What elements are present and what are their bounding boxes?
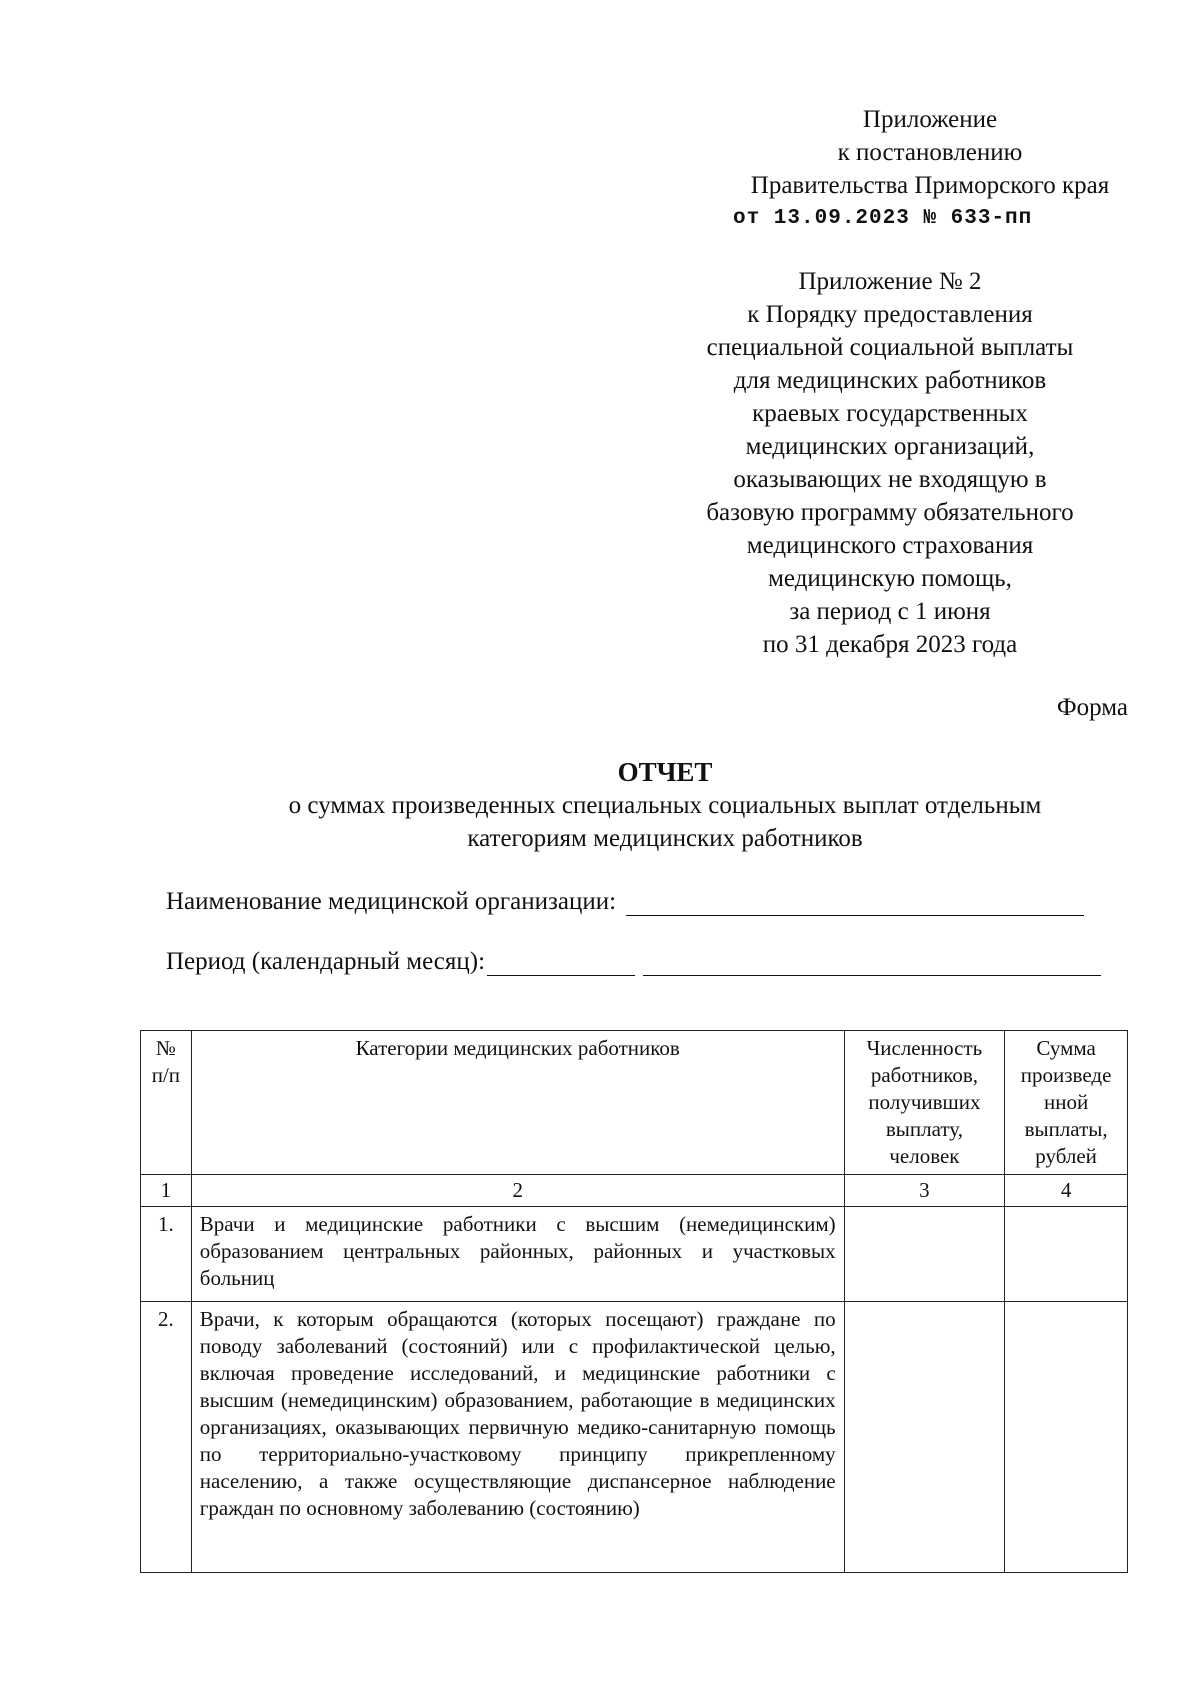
approval-line: Правительства Приморского края bbox=[750, 172, 1110, 199]
org-name-label: Наименование медицинской организации: bbox=[166, 888, 617, 915]
column-number: 2 bbox=[191, 1175, 844, 1207]
header-text: рублей bbox=[1035, 1144, 1097, 1168]
row-number: 2. bbox=[141, 1302, 192, 1573]
appendix-line: оказывающих не входящую в bbox=[733, 466, 1047, 493]
period-blank-long[interactable] bbox=[643, 949, 1101, 976]
header-col-number bbox=[141, 1031, 192, 1175]
header-text: Численность bbox=[866, 1036, 983, 1060]
header-text: работников, bbox=[870, 1063, 979, 1087]
row-count-cell[interactable] bbox=[844, 1302, 1005, 1573]
form-label: Форма bbox=[1056, 694, 1128, 721]
row-category: Врачи и медицинские работники с высшим (немедицинским) образованием центральных районных, районных и участковых больниц bbox=[191, 1207, 844, 1302]
appendix-line: медицинского страхования bbox=[746, 532, 1034, 559]
table-header-row bbox=[141, 1031, 1128, 1175]
row-count-cell[interactable] bbox=[844, 1207, 1005, 1302]
header-text: п/п bbox=[151, 1063, 181, 1087]
header-text: выплаты, bbox=[1024, 1117, 1108, 1141]
approval-line: Приложение bbox=[862, 106, 998, 133]
appendix-line: Приложение № 2 bbox=[798, 268, 982, 295]
header-text: получивших bbox=[868, 1090, 981, 1114]
org-name-blank[interactable] bbox=[626, 889, 1084, 916]
appendix-line: медицинских организаций, bbox=[745, 433, 1035, 460]
org-name-field bbox=[166, 888, 1084, 916]
row-amount-cell[interactable] bbox=[1005, 1207, 1128, 1302]
header-col-category: Категории медицинских работников bbox=[191, 1031, 844, 1175]
period-blank-short[interactable] bbox=[487, 949, 635, 976]
report-table bbox=[140, 1030, 1128, 1573]
appendix-line: специальной социальной выплаты bbox=[706, 334, 1074, 361]
header-col-count bbox=[844, 1031, 1005, 1175]
appendix-block bbox=[655, 265, 1125, 661]
header-text: нной bbox=[1043, 1090, 1089, 1114]
appendix-line: к Порядку предоставления bbox=[747, 301, 1033, 328]
report-subtitle-line: категориям медицинских работников bbox=[467, 825, 863, 852]
column-number-row bbox=[141, 1175, 1128, 1207]
header-text: человек bbox=[889, 1144, 960, 1168]
approval-line: к постановлению bbox=[837, 139, 1023, 166]
row-number: 1. bbox=[141, 1207, 192, 1302]
header-col-amount bbox=[1005, 1031, 1128, 1175]
column-number: 3 bbox=[844, 1175, 1005, 1207]
appendix-line: по 31 декабря 2023 года bbox=[762, 631, 1018, 658]
report-title-block bbox=[140, 755, 1190, 855]
table-row bbox=[141, 1302, 1128, 1573]
report-title: ОТЧЕТ bbox=[617, 757, 713, 787]
header-text: произведе bbox=[1020, 1063, 1112, 1087]
appendix-line: медицинскую помощь, bbox=[768, 565, 1012, 592]
row-category: Врачи, к которым обращаются (которых посещают) граждане по поводу заболеваний (состояний) или с профилактической целью, включая проведение исследований, и медицинские работники с высшим (немедицинским) образованием, работающие в медицинских организациях, оказывающих первичную медико-санитарную помощь по территориально-участковому принципу прикрепленному населению, а также осуществляющие диспансерное наблюдение граждан по основному заболеванию (состоянию) bbox=[191, 1302, 844, 1573]
approval-block bbox=[715, 103, 1145, 235]
column-number: 4 bbox=[1005, 1175, 1128, 1207]
approval-date-number: от 13.09.2023 № 633-пп bbox=[733, 207, 1033, 230]
header-text: Сумма bbox=[1036, 1036, 1096, 1060]
table-row bbox=[141, 1207, 1128, 1302]
header-text: № bbox=[155, 1036, 176, 1060]
appendix-line: для медицинских работников bbox=[733, 367, 1047, 394]
header-text: выплату, bbox=[885, 1117, 963, 1141]
appendix-line: за период с 1 июня bbox=[789, 598, 991, 625]
period-field bbox=[166, 948, 1101, 976]
appendix-line: базовую программу обязательного bbox=[706, 499, 1074, 526]
appendix-line: краевых государственных bbox=[752, 400, 1028, 427]
column-number: 1 bbox=[141, 1175, 192, 1207]
period-label: Период (календарный месяц): bbox=[166, 948, 486, 975]
report-subtitle-line: о суммах произведенных специальных социальных выплат отдельным bbox=[288, 792, 1042, 819]
row-amount-cell[interactable] bbox=[1005, 1302, 1128, 1573]
